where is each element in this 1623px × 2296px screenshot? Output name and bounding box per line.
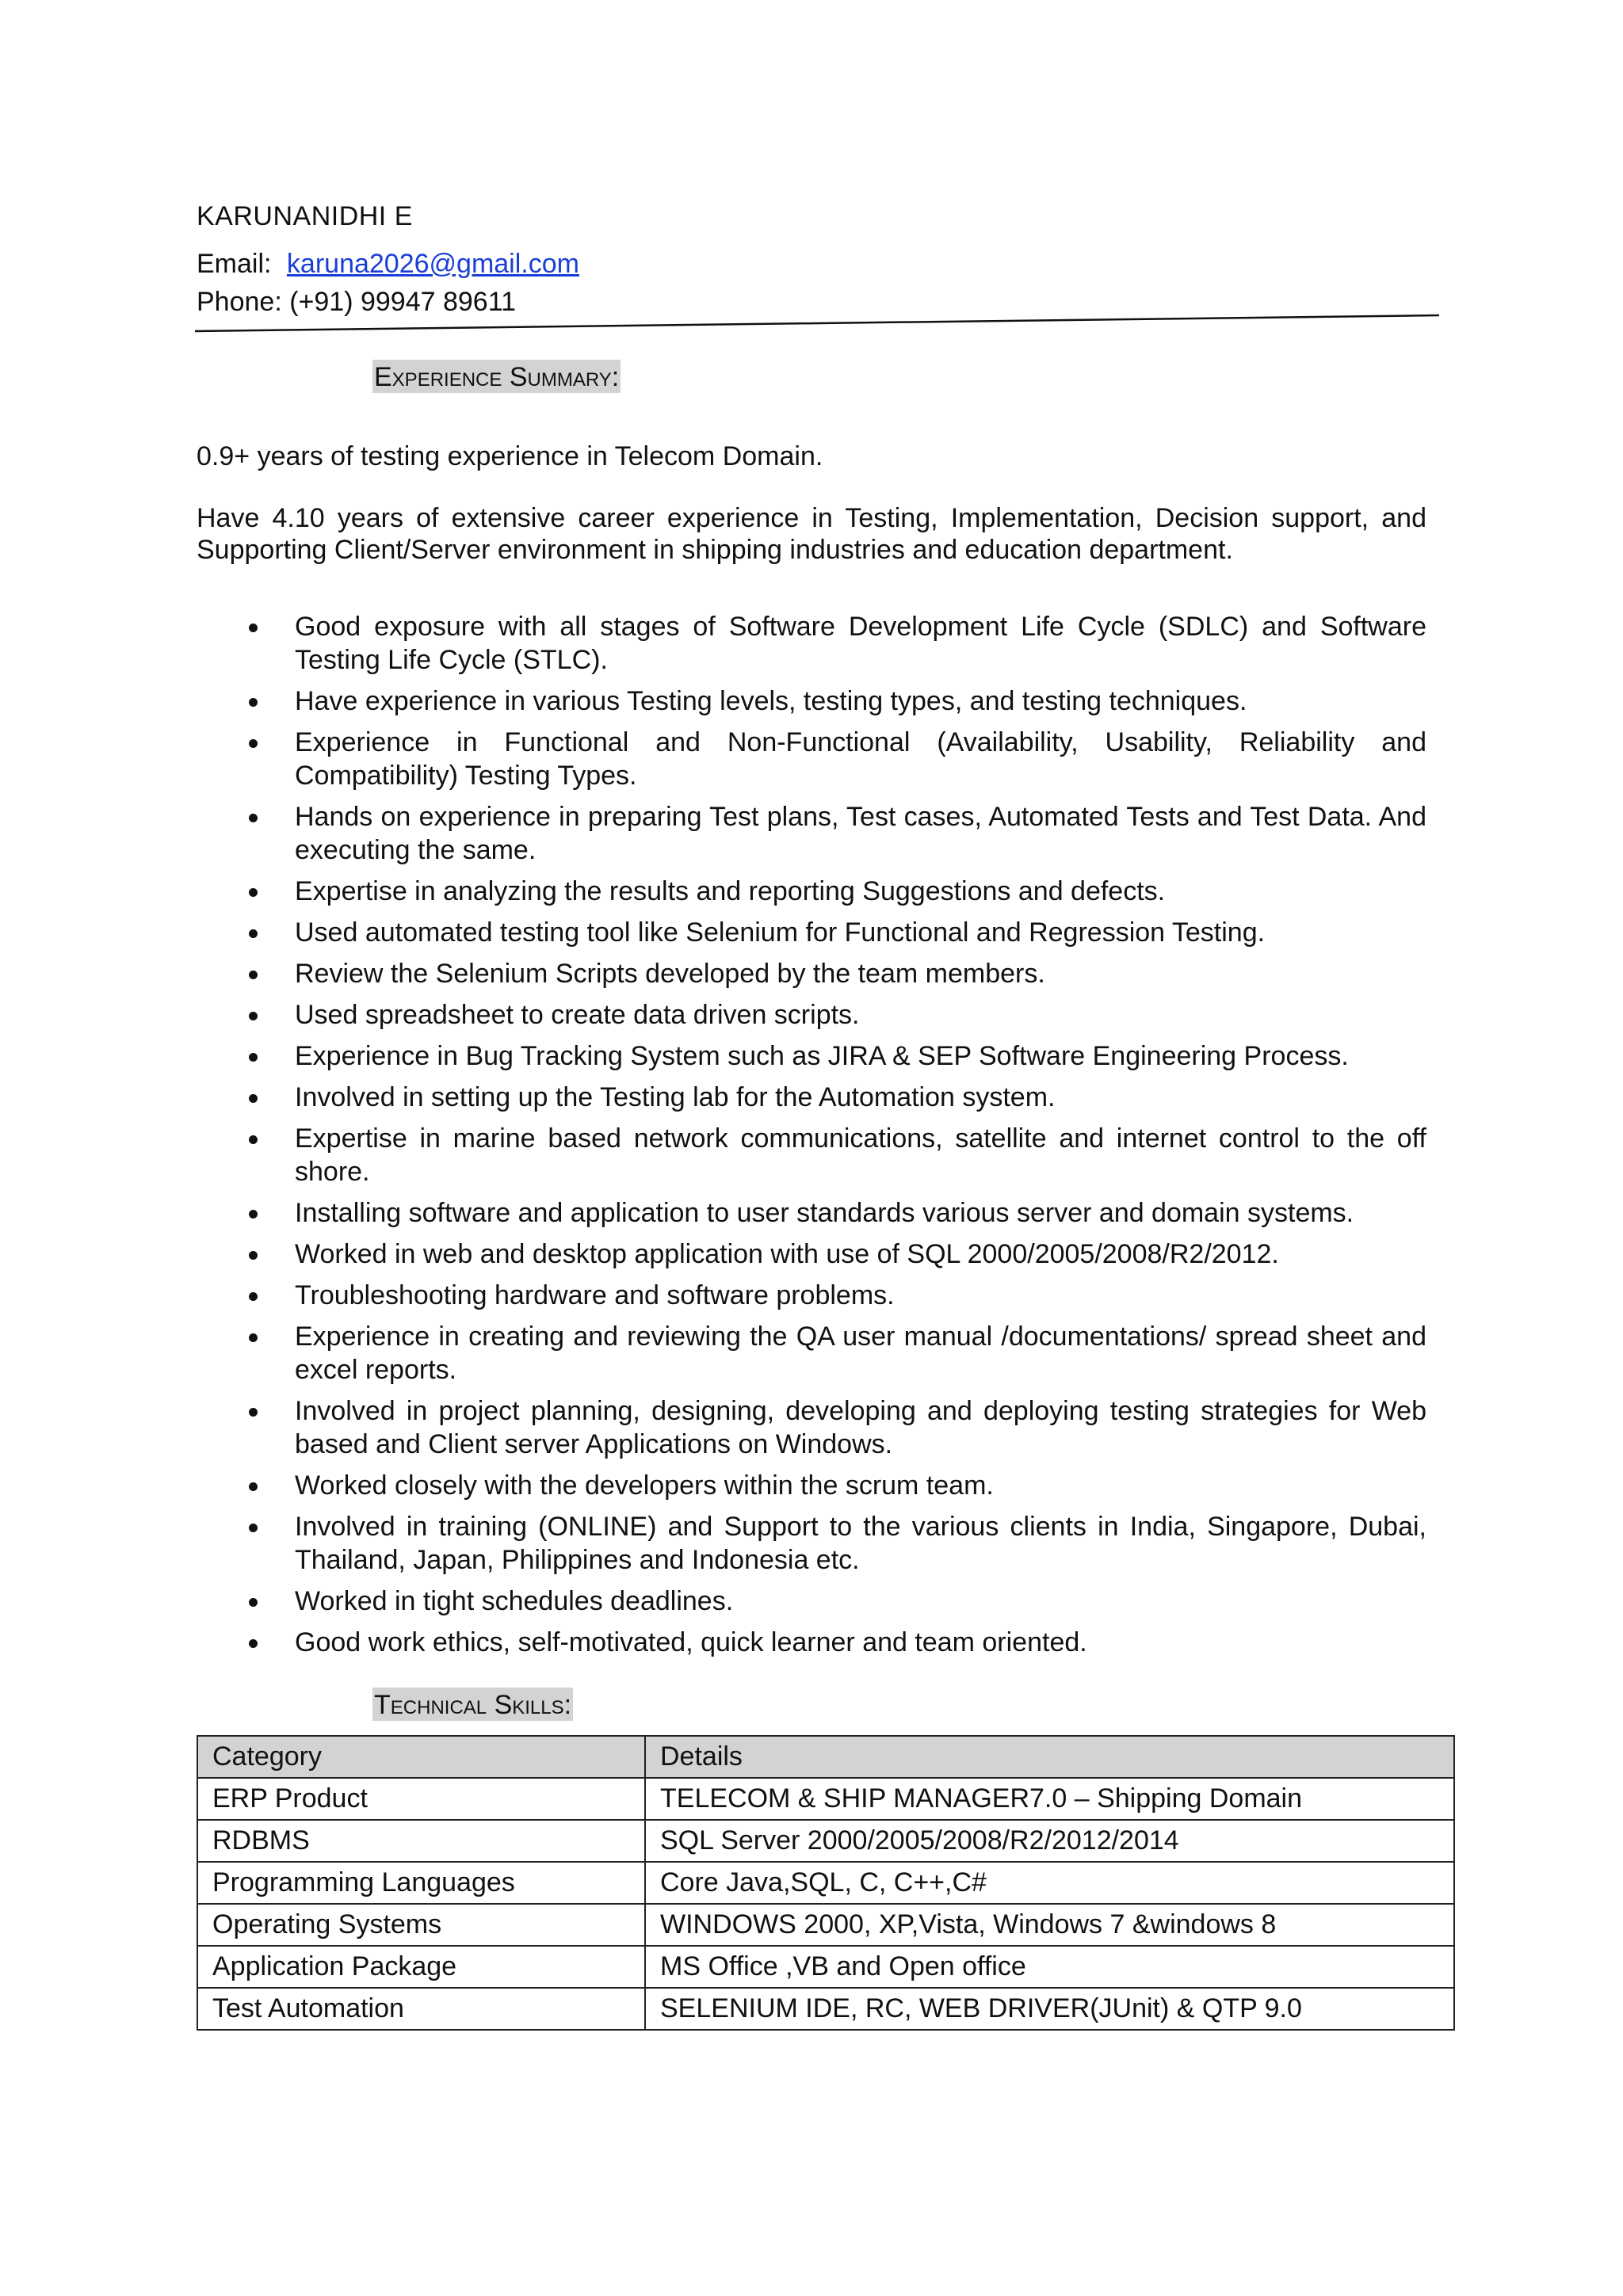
bullet-icon xyxy=(249,739,258,748)
table-row xyxy=(197,1862,1454,1904)
bullet-icon xyxy=(249,1094,258,1103)
bullet-icon xyxy=(249,814,258,822)
list-item-text: Used automated testing tool like Selenium for Functional and Regression Testing. xyxy=(295,917,1266,948)
table-row xyxy=(197,1904,1454,1946)
category-cell: Operating Systems xyxy=(197,1904,645,1946)
category-cell: RDBMS xyxy=(197,1820,645,1862)
bullet-icon xyxy=(249,1292,258,1301)
experience-bullet-list xyxy=(197,610,1426,1667)
phone-line: Phone: (+91) 99947 89611 xyxy=(197,287,516,317)
list-item xyxy=(197,1238,1426,1271)
list-item-text: Good exposure with all stages of Software Development Life Cycle (SDLC) and Software Testing Life Cycle (STLC). xyxy=(295,612,1426,675)
table-row xyxy=(197,1820,1454,1862)
list-item-text: Worked in web and desktop application with use of SQL 2000/2005/2008/R2/2012. xyxy=(295,1239,1279,1269)
column-header-category: Category xyxy=(197,1736,645,1778)
details-cell: MS Office ,VB and Open office xyxy=(645,1946,1454,1988)
list-item xyxy=(197,1081,1426,1114)
bullet-icon xyxy=(249,1012,258,1020)
list-item xyxy=(197,726,1426,792)
bullet-icon xyxy=(249,1333,258,1342)
list-item xyxy=(197,1585,1426,1618)
summary-paragraph-2: Have 4.10 years of extensive career experience in Testing, Implementation, Decision support, and Supporting Client/Server environment in shipping industries and education department. xyxy=(197,503,1426,565)
list-item xyxy=(197,1394,1426,1461)
list-item-text: Troubleshooting hardware and software problems. xyxy=(295,1280,895,1310)
list-item-text: Installing software and application to user standards various server and domain systems. xyxy=(295,1198,1354,1228)
list-item xyxy=(197,1039,1426,1073)
category-cell: Application Package xyxy=(197,1946,645,1988)
header-divider-line xyxy=(195,315,1439,331)
table-row xyxy=(197,1988,1454,2030)
category-cell: ERP Product xyxy=(197,1778,645,1820)
list-item-text: Experience in Bug Tracking System such as JIRA & SEP Software Engineering Process. xyxy=(295,1041,1349,1071)
list-item-text: Involved in training (ONLINE) and Support to the various clients in India, Singapore, Dubai, Thailand, Japan, Philippines and Indonesia etc. xyxy=(295,1512,1426,1575)
list-item-text: Review the Selenium Scripts developed by the team members. xyxy=(295,959,1045,989)
list-item-text: Worked in tight schedules deadlines. xyxy=(295,1586,734,1616)
list-item xyxy=(197,875,1426,908)
list-item xyxy=(197,1196,1426,1230)
list-item xyxy=(197,1469,1426,1502)
list-item xyxy=(197,685,1426,718)
list-item xyxy=(197,610,1426,677)
list-item-text: Involved in project planning, designing, developing and deploying testing strategies for Web based and Client server Applications on Windows. xyxy=(295,1396,1426,1459)
details-cell: SELENIUM IDE, RC, WEB DRIVER(JUnit) & QTP 9.0 xyxy=(645,1988,1454,2030)
email-label: Email: xyxy=(197,249,272,279)
bullet-icon xyxy=(249,971,258,979)
list-item xyxy=(197,1279,1426,1312)
bullet-icon xyxy=(249,624,258,632)
column-header-details: Details xyxy=(645,1736,1454,1778)
list-item-text: Experience in creating and reviewing the QA user manual /documentations/ spread sheet and excel reports. xyxy=(295,1322,1426,1385)
bullet-icon xyxy=(249,1135,258,1144)
list-item xyxy=(197,957,1426,990)
table-row xyxy=(197,1946,1454,1988)
candidate-name: KARUNANIDHI E xyxy=(197,201,413,231)
email-link[interactable]: karuna2026@gmail.com xyxy=(286,249,579,279)
bullet-icon xyxy=(249,1639,258,1648)
bullet-icon xyxy=(249,1251,258,1260)
list-item-text: Used spreadsheet to create data driven scripts. xyxy=(295,1000,860,1030)
details-cell: TELECOM & SHIP MANAGER7.0 – Shipping Domain xyxy=(645,1778,1454,1820)
list-item-text: Expertise in analyzing the results and reporting Suggestions and defects. xyxy=(295,876,1166,906)
bullet-icon xyxy=(249,1210,258,1219)
list-item-text: Good work ethics, self-motivated, quick learner and team oriented. xyxy=(295,1627,1087,1657)
technical-skills-table xyxy=(197,1735,1455,2031)
header-divider xyxy=(0,0,1623,349)
bullet-icon xyxy=(249,1482,258,1491)
table-row xyxy=(197,1778,1454,1820)
bullet-icon xyxy=(249,1598,258,1607)
details-cell: Core Java,SQL, C, C++,C# xyxy=(645,1862,1454,1904)
list-item-text: Involved in setting up the Testing lab for the Automation system. xyxy=(295,1082,1056,1112)
bullet-icon xyxy=(249,1524,258,1532)
category-cell: Test Automation xyxy=(197,1988,645,2030)
list-item xyxy=(197,1320,1426,1386)
bullet-icon xyxy=(249,698,258,707)
table-header-row xyxy=(197,1736,1454,1778)
bullet-icon xyxy=(249,1408,258,1417)
list-item-text: Experience in Functional and Non-Functional (Availability, Usability, Reliability and Compatibility) Testing Types. xyxy=(295,727,1426,791)
list-item-text: Worked closely with the developers within the scrum team. xyxy=(295,1470,994,1501)
list-item xyxy=(197,800,1426,867)
list-item xyxy=(197,1626,1426,1659)
experience-summary-heading: Experience Summary: xyxy=(372,360,621,393)
list-item xyxy=(197,1122,1426,1188)
list-item xyxy=(197,916,1426,949)
list-item-text: Have experience in various Testing levels, testing types, and testing techniques. xyxy=(295,686,1247,716)
details-cell: WINDOWS 2000, XP,Vista, Windows 7 &windows 8 xyxy=(645,1904,1454,1946)
details-cell: SQL Server 2000/2005/2008/R2/2012/2014 xyxy=(645,1820,1454,1862)
bullet-icon xyxy=(249,888,258,897)
list-item-text: Hands on experience in preparing Test plans, Test cases, Automated Tests and Test Data. And executing the same. xyxy=(295,802,1426,865)
category-cell: Programming Languages xyxy=(197,1862,645,1904)
technical-skills-heading: Technical Skills: xyxy=(372,1688,573,1721)
list-item xyxy=(197,998,1426,1032)
bullet-icon xyxy=(249,929,258,938)
list-item-text: Expertise in marine based network communications, satellite and internet control to the off shore. xyxy=(295,1123,1426,1187)
summary-paragraph-1: 0.9+ years of testing experience in Telecom Domain. xyxy=(197,441,823,471)
list-item xyxy=(197,1510,1426,1577)
bullet-icon xyxy=(249,1053,258,1062)
